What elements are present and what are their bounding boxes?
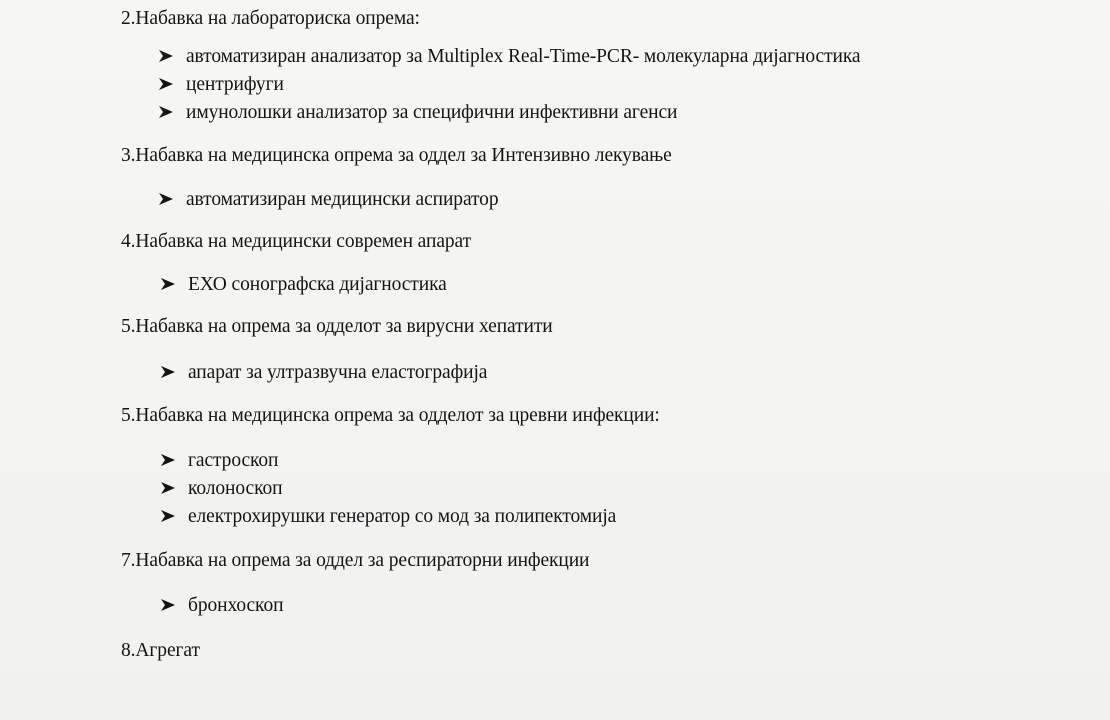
arrowhead-bullet-icon [160,277,176,291]
arrowhead-bullet-icon [158,77,174,91]
list-item-text: автоматизиран медицински аспиратор [186,189,499,210]
list-item [160,478,282,500]
list-item-text: автоматизиран анализатор за Multiplex Real-Time-PCR- молекуларна дијагностика [186,46,861,67]
section-heading: 4.Набавка на медицински современ апарат [121,231,471,252]
section-heading: 3.Набавка на медицинска опрема за оддел за Интензивно лекување [121,145,672,166]
section-heading: 5.Набавка на опрема за одделот за вирусни хепатити [121,316,553,337]
list-item-text: центрифуги [186,74,284,95]
list-item-text: колоноскоп [188,478,283,499]
list-item-text: бронхоскоп [188,595,284,616]
list-item [158,74,284,96]
list-item-text: гастроскоп [188,450,279,471]
list-item-text: апарат за ултразвучна еластографија [188,362,488,383]
section-heading: 8.Агрегат [121,640,200,661]
arrowhead-bullet-icon [160,365,176,379]
section-heading: 2.Набавка на лабораториска опрема: [121,8,420,29]
list-item [158,46,860,68]
arrowhead-bullet-icon [160,509,176,523]
arrowhead-bullet-icon [160,598,176,612]
arrowhead-bullet-icon [160,453,176,467]
arrowhead-bullet-icon [158,49,174,63]
arrowhead-bullet-icon [160,481,176,495]
list-item-text: имунолошки анализатор за специфични инфективни агенси [186,102,678,123]
list-item-text: електрохирушки генератор со мод за полипектомија [188,506,617,527]
list-item [160,506,616,528]
section-heading: 5.Набавка на медицинска опрема за одделот за цревни инфекции: [121,405,660,426]
list-item [160,595,283,617]
list-item [160,450,278,472]
list-item [158,102,677,124]
arrowhead-bullet-icon [158,192,174,206]
list-item [160,362,487,384]
list-item [160,274,447,296]
arrowhead-bullet-icon [158,105,174,119]
section-heading: 7.Набавка на опрема за оддел за респираторни инфекции [121,550,590,571]
list-item-text: ЕХО сонографска дијагностика [188,274,447,295]
list-item [158,189,498,211]
